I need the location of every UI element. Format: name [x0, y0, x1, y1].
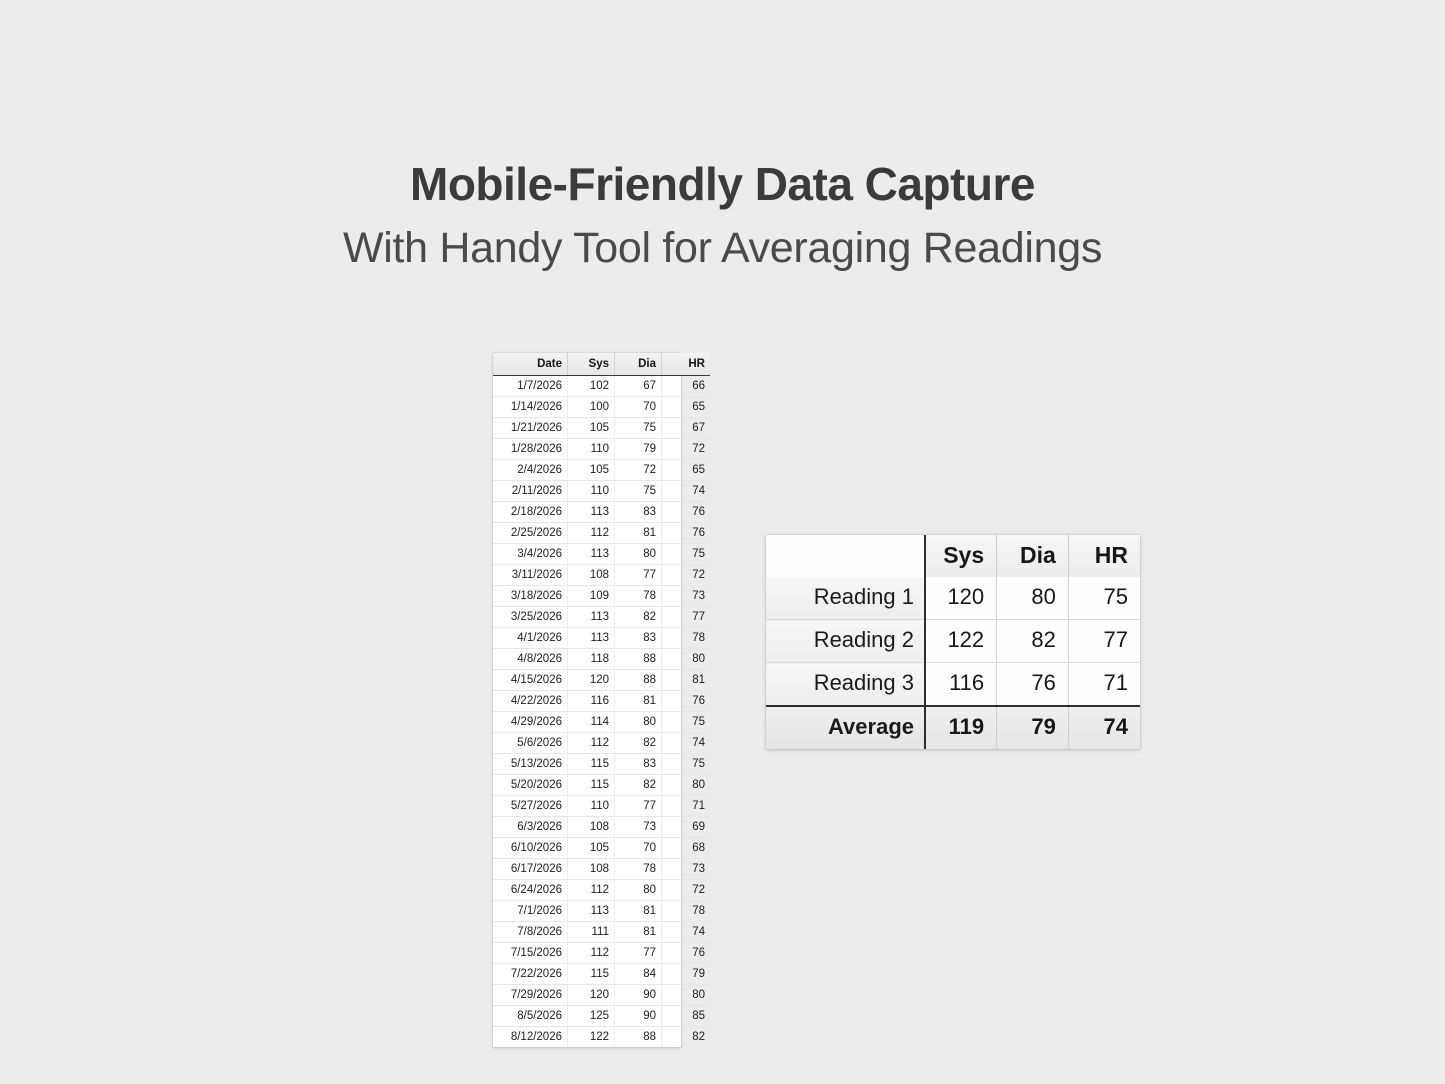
cell-sys: 113: [568, 544, 615, 565]
cell-sys: 110: [568, 796, 615, 817]
cell-dia: 80: [615, 880, 662, 901]
cell-dia: 82: [615, 733, 662, 754]
cell-sys: 105: [568, 418, 615, 439]
cell-hr: 72: [662, 565, 711, 586]
table-row: [493, 817, 710, 838]
table-row: [493, 544, 710, 565]
table-row: [493, 691, 710, 712]
average-tool-header: [766, 535, 1140, 577]
average-row: [766, 706, 1140, 749]
cell-dia: 80: [615, 712, 662, 733]
cell-dia: 72: [615, 460, 662, 481]
cell-date: 5/6/2026: [493, 733, 568, 754]
table-row: [493, 964, 710, 985]
cell-hr: 79: [662, 964, 711, 985]
cell-hr: 71: [662, 796, 711, 817]
cell-dia: 83: [615, 628, 662, 649]
table-row: [493, 670, 710, 691]
cell-hr: 82: [692, 1031, 705, 1043]
cell-dia[interactable]: 76: [997, 663, 1069, 707]
table-row: [493, 523, 710, 544]
cell-hr: 75: [662, 754, 711, 775]
cell-dia: 82: [615, 775, 662, 796]
cell-date: 5/13/2026: [493, 754, 568, 775]
cell-dia[interactable]: 80: [997, 577, 1069, 620]
cell-hr: 75: [662, 712, 711, 733]
table-row: [493, 796, 710, 817]
cell-date: 4/22/2026: [493, 691, 568, 712]
cell-date: 2/11/2026: [493, 481, 568, 502]
cell-sys: 122: [568, 1027, 615, 1048]
cell-hr: 67: [662, 418, 711, 439]
cell-date: 4/8/2026: [493, 649, 568, 670]
cell-hr: 76: [662, 502, 711, 523]
cell-date: 4/29/2026: [493, 712, 568, 733]
cell-sys: 102: [568, 376, 615, 397]
cell-sys: 100: [568, 397, 615, 418]
cell-sys: 113: [568, 502, 615, 523]
cell-dia: 70: [615, 397, 662, 418]
cell-dia: 67: [615, 376, 662, 397]
cell-sys: 108: [568, 565, 615, 586]
cell-sys[interactable]: 122: [925, 620, 997, 663]
cell-date: 2/4/2026: [493, 460, 568, 481]
cell-hr: 80: [662, 985, 711, 1006]
cell-hr: 72: [662, 880, 711, 901]
cell-hr: 78: [662, 901, 711, 922]
cell-dia: 78: [615, 586, 662, 607]
average-cell-dia: 79: [997, 706, 1069, 749]
table-row: [493, 502, 710, 523]
cell-hr[interactable]: 77: [1068, 620, 1140, 663]
cell-date: 5/20/2026: [493, 775, 568, 796]
cell-sys: 110: [568, 439, 615, 460]
cell-date: 4/1/2026: [493, 628, 568, 649]
readings-log-panel: [493, 353, 705, 1047]
cell-sys[interactable]: 116: [925, 663, 997, 707]
cell-dia: 90: [615, 1006, 662, 1027]
cell-hr: 76: [662, 943, 711, 964]
cell-sys: 110: [568, 481, 615, 502]
cell-dia: 73: [615, 817, 662, 838]
table-row: [493, 859, 710, 880]
table-row: [493, 565, 710, 586]
table-row: [493, 922, 710, 943]
page-title: Mobile-Friendly Data Capture: [410, 158, 1035, 210]
cell-sys: 118: [568, 649, 615, 670]
table-row: [493, 628, 710, 649]
table-row: [493, 460, 710, 481]
reading-row: [766, 577, 1140, 620]
cell-dia: 75: [615, 418, 662, 439]
cell-date: 5/27/2026: [493, 796, 568, 817]
table-row: [493, 754, 710, 775]
cell-sys: 115: [568, 775, 615, 796]
cell-sys: 105: [568, 460, 615, 481]
cell-sys: 125: [568, 1006, 615, 1027]
cell-sys: 113: [568, 628, 615, 649]
cell-date: 8/5/2026: [493, 1006, 568, 1027]
cell-hr[interactable]: 71: [1068, 663, 1140, 707]
table-row: [493, 775, 710, 796]
cell-hr: 76: [662, 523, 711, 544]
column-header-date: Date: [493, 353, 568, 376]
cell-hr: 65: [662, 460, 711, 481]
column-header-sys: Sys: [568, 353, 615, 376]
column-header-corner: [766, 535, 925, 577]
cell-dia: 80: [615, 544, 662, 565]
cell-sys: 112: [568, 523, 615, 544]
row-label-average: Average: [766, 706, 925, 749]
cell-hr: 72: [662, 439, 711, 460]
page-subtitle: With Handy Tool for Averaging Readings: [342, 223, 1103, 272]
cell-date: 2/18/2026: [493, 502, 568, 523]
table-row: [493, 649, 710, 670]
readings-log-header: [493, 353, 710, 376]
cell-dia: 88: [615, 649, 662, 670]
cell-sys: 116: [568, 691, 615, 712]
cell-dia: 77: [615, 796, 662, 817]
cell-sys: 120: [568, 985, 615, 1006]
cell-hr: 76: [662, 691, 711, 712]
table-row: [493, 712, 710, 733]
cell-hr: 80: [662, 649, 711, 670]
cell-dia: 79: [615, 439, 662, 460]
cell-hr: 77: [662, 607, 711, 628]
table-row: [493, 943, 710, 964]
cell-sys: 114: [568, 712, 615, 733]
cell-hr: 85: [662, 1006, 711, 1027]
cell-hr: 73: [662, 859, 711, 880]
cell-sys: 112: [568, 733, 615, 754]
column-header-hr: HR: [1068, 535, 1140, 577]
cell-dia: 77: [615, 565, 662, 586]
cell-dia: 90: [615, 985, 662, 1006]
cell-date: 7/1/2026: [493, 901, 568, 922]
cell-date: 3/4/2026: [493, 544, 568, 565]
cell-dia: 81: [615, 523, 662, 544]
cell-dia: 77: [615, 943, 662, 964]
cell-dia: 78: [615, 859, 662, 880]
table-row: [493, 376, 710, 397]
cell-hr: 80: [662, 775, 711, 796]
table-row: [493, 838, 710, 859]
table-row: [493, 733, 710, 754]
cell-dia: 81: [615, 901, 662, 922]
table-row: [493, 901, 710, 922]
cell-sys: 105: [568, 838, 615, 859]
heading-block: [0, 158, 1445, 274]
cell-sys: 115: [568, 754, 615, 775]
cell-date: 7/8/2026: [493, 922, 568, 943]
cell-dia: 88: [615, 1027, 662, 1048]
average-tool-table: [766, 535, 1140, 749]
cell-hr: 65: [662, 397, 711, 418]
column-header-dia: Dia: [615, 353, 662, 376]
cell-hr: 81: [662, 670, 711, 691]
cell-hr: 74: [662, 922, 711, 943]
cell-date: 7/22/2026: [493, 964, 568, 985]
cell-hr: 74: [662, 733, 711, 754]
column-header-sys: Sys: [925, 535, 997, 577]
cell-dia: 83: [615, 754, 662, 775]
average-cell-hr: 74: [1068, 706, 1140, 749]
cell-hr[interactable]: 75: [1068, 577, 1140, 620]
cell-date: 1/14/2026: [493, 397, 568, 418]
cell-date: 7/15/2026: [493, 943, 568, 964]
table-row: [493, 1027, 710, 1048]
cell-date: 3/25/2026: [493, 607, 568, 628]
cell-date: 8/12/2026: [493, 1027, 568, 1048]
cell-dia[interactable]: 82: [997, 620, 1069, 663]
table-row: [493, 439, 710, 460]
cell-date: 7/29/2026: [493, 985, 568, 1006]
cell-sys: 108: [568, 817, 615, 838]
table-row: [493, 586, 710, 607]
cell-date: 6/24/2026: [493, 880, 568, 901]
table-header-row: [766, 535, 1140, 577]
cell-date: 1/21/2026: [493, 418, 568, 439]
cell-sys: 113: [568, 901, 615, 922]
table-row: [493, 397, 710, 418]
cell-hr: 75: [662, 544, 711, 565]
table-row: [493, 880, 710, 901]
average-tool-body: [766, 577, 1140, 749]
cell-date: 3/18/2026: [493, 586, 568, 607]
cell-date: 2/25/2026: [493, 523, 568, 544]
cell-dia: 70: [615, 838, 662, 859]
average-cell-sys: 119: [925, 706, 997, 749]
cell-sys[interactable]: 120: [925, 577, 997, 620]
column-header-hr: HR: [662, 353, 711, 376]
cell-date: 6/17/2026: [493, 859, 568, 880]
cell-hr: 69: [662, 817, 711, 838]
row-label-reading: Reading 1: [766, 577, 925, 620]
table-row: [493, 607, 710, 628]
cell-dia: 84: [615, 964, 662, 985]
readings-log-body: [493, 376, 710, 1048]
cell-hr: 68: [662, 838, 711, 859]
cell-date: 6/3/2026: [493, 817, 568, 838]
cell-sys: 113: [568, 607, 615, 628]
cell-dia: 81: [615, 691, 662, 712]
cell-dia: 82: [615, 607, 662, 628]
column-header-dia: Dia: [997, 535, 1069, 577]
cell-dia: 83: [615, 502, 662, 523]
cell-date: 1/7/2026: [493, 376, 568, 397]
row-label-reading: Reading 3: [766, 663, 925, 707]
cell-dia: 75: [615, 481, 662, 502]
table-header-row: [493, 353, 710, 376]
cell-sys: 108: [568, 859, 615, 880]
table-row: [493, 418, 710, 439]
table-row: [493, 1006, 710, 1027]
cell-sys: 112: [568, 880, 615, 901]
average-tool-panel: [766, 535, 1140, 749]
reading-row: [766, 620, 1140, 663]
cell-dia: 81: [615, 922, 662, 943]
cell-hr: 66: [662, 376, 711, 397]
cell-sys: 120: [568, 670, 615, 691]
cell-sys: 112: [568, 943, 615, 964]
reading-row: [766, 663, 1140, 707]
cell-hr: 74: [662, 481, 711, 502]
row-label-reading: Reading 2: [766, 620, 925, 663]
cell-sys: 115: [568, 964, 615, 985]
cell-sys: 109: [568, 586, 615, 607]
table-row: [493, 481, 710, 502]
cell-sys: 111: [568, 922, 615, 943]
cell-date: 6/10/2026: [493, 838, 568, 859]
cell-date: 3/11/2026: [493, 565, 568, 586]
cell-dia: 88: [615, 670, 662, 691]
cell-date: 4/15/2026: [493, 670, 568, 691]
readings-log-table: [493, 353, 710, 1047]
cell-hr: 78: [662, 628, 711, 649]
cell-hr: 73: [662, 586, 711, 607]
table-row: [493, 985, 710, 1006]
cell-date: 1/28/2026: [493, 439, 568, 460]
